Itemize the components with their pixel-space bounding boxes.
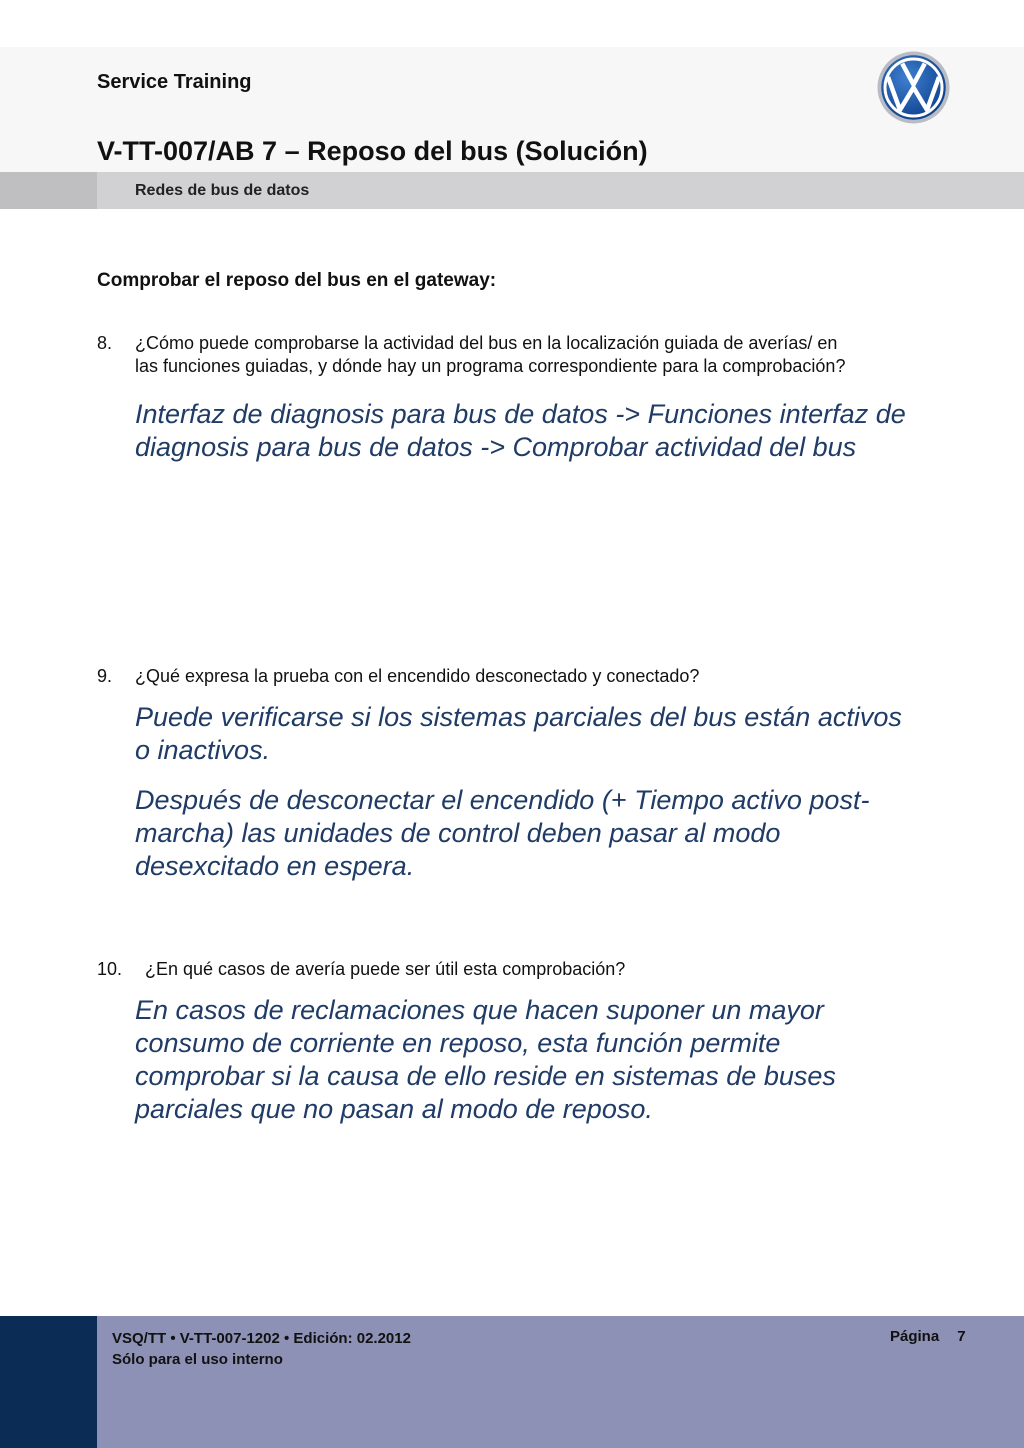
answer-line: consumo de corriente en reposo, esta función permite: [135, 1028, 781, 1058]
subtitle-text: Redes de bus de datos: [135, 182, 310, 199]
answer-line: En casos de reclamaciones que hacen suponer un mayor: [135, 995, 824, 1025]
answer-line: parciales que no pasan al modo de reposo.: [135, 1094, 653, 1124]
section-heading: Comprobar el reposo del bus en el gateway:: [97, 270, 497, 291]
question-number: 9.: [97, 666, 113, 686]
answer-line: diagnosis para bus de datos -> Comprobar actividad del bus: [135, 432, 857, 462]
answer-line: marcha) las unidades de control deben pasar al modo: [135, 818, 781, 848]
question-number: 10.: [97, 959, 123, 979]
answer-line: Después de desconectar el encendido (+ Tiempo activo post-: [135, 785, 870, 815]
footer-document-info: VSQ/TT • V-TT-007-1202 • Edición: 02.2012: [112, 1330, 411, 1347]
subtitle-bar: [0, 172, 1024, 209]
footer-internal-use: Sólo para el uso interno: [112, 1351, 283, 1368]
answer-line: desexcitado en espera.: [135, 851, 415, 881]
footer: [0, 1316, 1024, 1448]
subtitle-bar-left-block: [0, 172, 97, 209]
question-text-line: ¿Qué expresa la prueba con el encendido desconectado y conectado?: [135, 666, 700, 686]
footer-page: [890, 1328, 966, 1345]
answer-line: comprobar si la causa de ello reside en sistemas de buses: [135, 1061, 836, 1091]
footer-info: [112, 1328, 411, 1370]
question-text-line: las funciones guiadas, y dónde hay un programa correspondiente para la comprobación?: [135, 356, 846, 376]
page-label: Página: [890, 1328, 940, 1345]
page-title: V-TT-007/AB 7 – Reposo del bus (Solución): [97, 136, 648, 166]
question-number: 8.: [97, 333, 113, 353]
question-text-line: ¿En qué casos de avería puede ser útil esta comprobación?: [145, 959, 626, 979]
page-number: 7: [957, 1328, 966, 1345]
answer-line: Puede verificarse si los sistemas parciales del bus están activos: [135, 702, 902, 732]
answer-line: o inactivos.: [135, 735, 271, 765]
vw-logo-icon: [876, 50, 951, 125]
question-text-line: ¿Cómo puede comprobarse la actividad del bus en la localización guiada de averías/ en: [135, 333, 838, 353]
answer-line: Interfaz de diagnosis para bus de datos -> Funciones interfaz de: [135, 399, 906, 429]
header-label: Service Training: [97, 71, 252, 93]
footer-dark-block: [0, 1316, 97, 1448]
